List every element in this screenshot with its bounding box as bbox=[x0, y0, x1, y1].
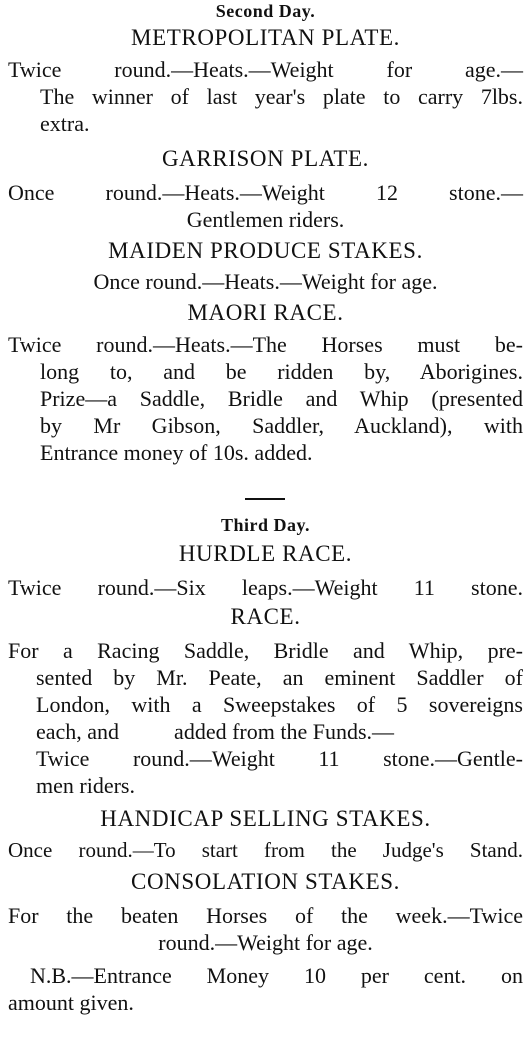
race-conditions bbox=[8, 179, 523, 233]
race-conditions bbox=[8, 574, 523, 601]
text-line: amount given. bbox=[8, 990, 134, 1015]
text-line: men riders. bbox=[36, 773, 135, 798]
footnote bbox=[8, 962, 523, 1016]
text-line: round.—Weight for age. bbox=[158, 930, 373, 955]
text-line: For the beaten Horses of the week.—Twice bbox=[8, 903, 523, 928]
text-line: each, and added from the Funds.— bbox=[36, 719, 395, 744]
text-line: Once round.—To start from the Judge's Stand. bbox=[8, 838, 523, 862]
third-day-section bbox=[8, 514, 523, 1016]
text-line: Twice round.—Heats.—The Horses must be- bbox=[8, 332, 523, 357]
section-divider bbox=[245, 498, 285, 500]
race-title: MAIDEN PRODUCE STAKES. bbox=[108, 238, 423, 263]
second-day-section bbox=[8, 0, 523, 466]
text-line: Once round.—Heats.—Weight 12 stone.— bbox=[8, 180, 523, 205]
text-line: Prize—a Saddle, Bridle and Whip (presented bbox=[40, 386, 523, 411]
race-conditions bbox=[8, 902, 523, 956]
race-conditions bbox=[8, 331, 523, 466]
text-line: Once round.—Heats.—Weight for age. bbox=[93, 269, 438, 294]
race-conditions bbox=[8, 637, 523, 799]
text-line: sented by Mr. Peate, an eminent Saddler of bbox=[36, 665, 523, 690]
race-conditions bbox=[8, 268, 523, 295]
race-title: CONSOLATION STAKES. bbox=[131, 869, 400, 894]
text-line: The winner of last year's plate to carry 7lbs. bbox=[40, 84, 523, 109]
race-title: METROPOLITAN PLATE. bbox=[131, 25, 400, 50]
race-conditions bbox=[8, 56, 523, 137]
text-line: by Mr Gibson, Saddler, Auckland), with bbox=[40, 413, 523, 438]
text-line: Twice round.—Six leaps.—Weight 11 stone. bbox=[8, 575, 523, 600]
text-line: Gentlemen riders. bbox=[186, 207, 345, 232]
text-line: Twice round.—Heats.—Weight for age.— bbox=[8, 57, 523, 82]
text-line: long to, and be ridden by, Aborigines. bbox=[40, 359, 523, 384]
text-line: extra. bbox=[40, 111, 90, 136]
day-heading: Third Day. bbox=[220, 515, 311, 535]
race-conditions bbox=[8, 837, 523, 864]
text-line: Twice round.—Weight 11 stone.—Gentle- bbox=[36, 746, 523, 771]
day-heading: Second Day. bbox=[215, 1, 316, 21]
race-title: RACE. bbox=[230, 604, 301, 629]
text-line: London, with a Sweepstakes of 5 sovereigns bbox=[36, 692, 523, 717]
text-line: For a Racing Saddle, Bridle and Whip, pre- bbox=[8, 638, 523, 663]
text-line: Entrance money of 10s. added. bbox=[40, 440, 313, 465]
text-line: N.B.—Entrance Money 10 per cent. on bbox=[30, 963, 523, 988]
race-title: HANDICAP SELLING STAKES. bbox=[100, 806, 431, 831]
race-title: MAORI RACE. bbox=[187, 300, 344, 325]
race-title: HURDLE RACE. bbox=[178, 541, 353, 566]
race-title: GARRISON PLATE. bbox=[161, 146, 370, 171]
